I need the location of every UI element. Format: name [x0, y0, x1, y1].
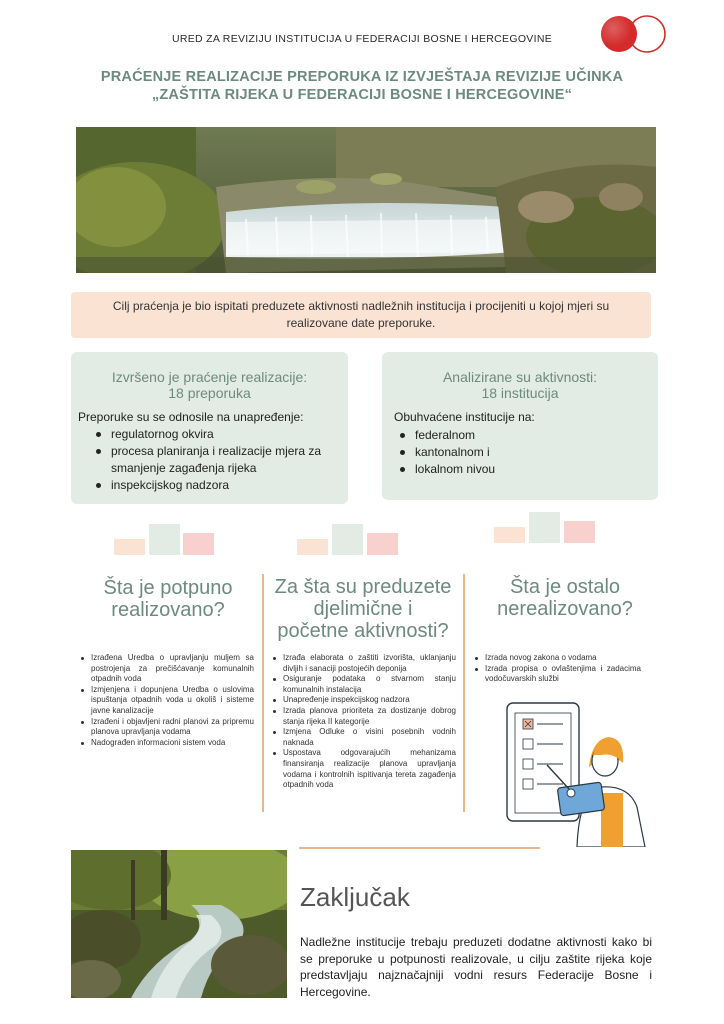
list-item: Unapređenje inspekcijskog nadzora — [271, 695, 456, 706]
column-divider — [262, 574, 264, 812]
goal-box: Cilj praćenja je bio ispitati preduzete aktivnosti nadležnih institucija i procijeniti u kojoj mjeri su realizovane date preporuke. — [71, 292, 651, 338]
partial-heading: Za šta su preduzete djelimične i početne aktivnosti? — [274, 576, 452, 642]
conclusion-text: Nadležne institucije trebaju preduzeti dodatne aktivnosti kako bi se preporuke u potpunosti realizovale, u cilju zaštite rijeka koje predstavljaju najznačajniji vodni resurs Federacije Bosne i Hercegovine. — [300, 935, 652, 999]
institutions-heading — [382, 369, 658, 401]
list-item: inspekcijskog nadzora — [93, 477, 321, 494]
institutions-intro: Obuhvaćene institucije na: — [394, 410, 535, 424]
list-item: Izrađeni i objavljeni radni planovi za pripremu planova upravljanja vodama — [79, 717, 254, 738]
river-waterfall-photo — [76, 127, 656, 273]
list-item: Nadograđen informacioni sistem voda — [79, 738, 254, 749]
column-divider — [463, 574, 465, 812]
institutions-list — [397, 427, 495, 478]
page-title — [60, 68, 664, 104]
list-item: lokalnom nivou — [397, 461, 495, 478]
list-item: procesa planiranja i realizacije mjera za smanjenje zagađenja rijeka — [93, 443, 321, 477]
list-item: Izrada propisa o ovlaštenjima i zadacima vodočuvarskih službi — [473, 664, 641, 685]
unrealized-list — [473, 653, 641, 685]
overlapping-circles-logo — [597, 14, 669, 54]
recommendations-list — [93, 426, 321, 494]
list-item: federalnom — [397, 427, 495, 444]
list-item: Izmjena Odluke o visini posebnih vodnih naknada — [271, 727, 456, 748]
list-item: Izrađa elaborata o zaštiti izvorišta, uklanjanju divljih i sanaciji postojećih deponija — [271, 653, 456, 674]
checklist-person-tablet-illustration — [497, 697, 657, 847]
institutions-box — [382, 352, 658, 500]
recommendations-box — [71, 352, 348, 504]
list-item: Izrada planova prioriteta za dostizanje dobrog stanja rijeka II kategorije — [271, 706, 456, 727]
recommendations-intro: Preporuke su se odnosile na unapređenje: — [78, 410, 304, 424]
list-item: Osiguranje podataka o stvarnom stanju komunalnih instalacija — [271, 674, 456, 695]
recommendations-heading-line-1: Izvršeno je praćenje realizacije: — [111, 369, 308, 385]
realized-heading: Šta je potpuno realizovano? — [103, 577, 233, 621]
conclusion-divider — [299, 847, 540, 849]
list-item: Uspostava odgovarajućih mehanizama finansiranja realizacije planova upravljanja vodama i kontrolnih ispitivanja tereta zagađenja otpadnih voda — [271, 748, 456, 790]
list-item: kantonalnom i — [397, 444, 495, 461]
institutions-heading-line-2: 18 institucija — [481, 385, 559, 401]
organization-name: URED ZA REVIZIJU INSTITUCIJA U FEDERACIJI BOSNE I HERCEGOVINE — [171, 33, 553, 45]
institutions-heading-line-1: Analizirane su aktivnosti: — [442, 369, 598, 385]
recommendations-heading — [71, 369, 348, 401]
realized-list — [79, 653, 254, 748]
unrealized-heading: Šta je ostalo nerealizovano? — [497, 576, 633, 620]
title-line-1: PRAĆENJE REALIZACIJE PREPORUKA IZ IZVJEŠTAJA REVIZIJE UČINKA — [100, 69, 624, 85]
list-item: Izrađena Uredba o upravljanju muljem sa postrojenja za prečišćavanje komunalnih otpadnih voda — [79, 653, 254, 685]
list-item: Izrada novog zakona o vodama — [473, 653, 641, 664]
recommendations-heading-line-2: 18 preporuka — [168, 385, 251, 401]
list-item: Izmjenjena i dopunjena Uredba o uslovima ispuštanja otpadnih voda u okoliš i sisteme javne kanalizacije — [79, 685, 254, 717]
partial-list — [271, 653, 456, 791]
list-item: regulatornog okvira — [93, 426, 321, 443]
forest-stream-photo — [71, 850, 287, 998]
conclusion-heading: Zaključak — [300, 882, 410, 912]
title-line-2: „ZAŠTITA RIJEKA U FEDERACIJI BOSNE I HERCEGOVINE“ — [151, 87, 573, 104]
